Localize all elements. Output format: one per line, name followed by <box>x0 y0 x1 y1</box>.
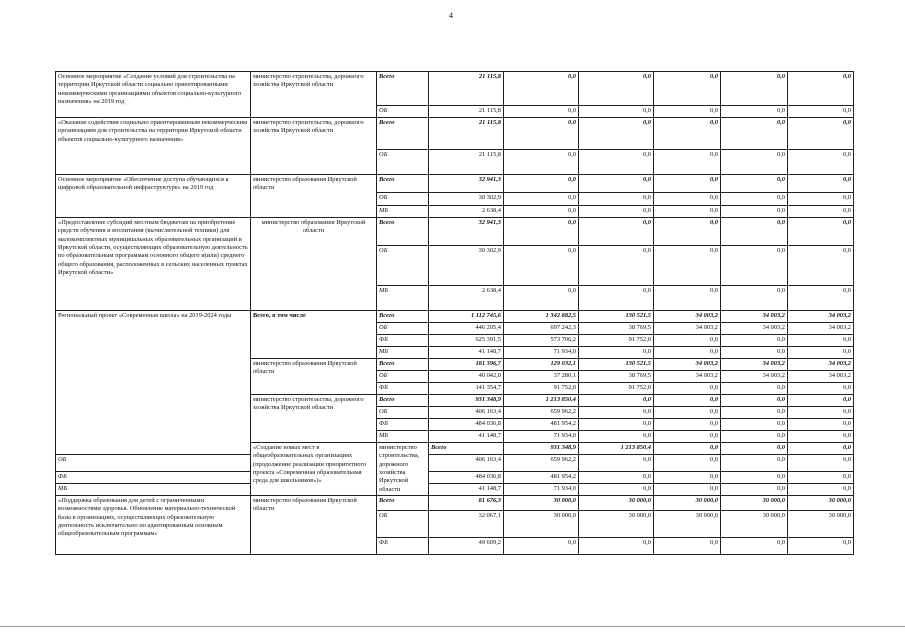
amount-cell: 0,0 <box>654 443 721 455</box>
amount-cell: 34 003,2 <box>654 311 721 323</box>
amount-cell: 34 003,2 <box>721 371 788 383</box>
amount-cell: 0,0 <box>721 483 788 495</box>
amount-cell: 49 609,2 <box>429 537 504 554</box>
amount-cell: 0,0 <box>788 246 854 286</box>
amount-cell: 0,0 <box>721 407 788 419</box>
funding-source-cell: МБ <box>377 286 429 311</box>
amount-cell: 0,0 <box>721 443 788 455</box>
amount-cell: 0,0 <box>788 395 854 407</box>
amount-cell: 0,0 <box>654 286 721 311</box>
amount-cell: 0,0 <box>504 150 579 175</box>
amount-cell: 30 000,0 <box>504 495 579 510</box>
amount-cell: 0,0 <box>721 175 788 193</box>
amount-cell: 2 638,4 <box>429 206 504 218</box>
funding-source-cell: ОБ <box>377 371 429 383</box>
amount-cell: 0,0 <box>579 431 654 443</box>
funding-source-cell: ФБ <box>377 419 429 431</box>
table-row <box>56 311 854 323</box>
amount-cell: 0,0 <box>721 72 788 106</box>
amount-cell: 0,0 <box>788 106 854 118</box>
budget-table <box>55 71 854 555</box>
amount-cell: 0,0 <box>579 206 654 218</box>
amount-cell: 0,0 <box>504 193 579 206</box>
amount-cell: 481 954,2 <box>504 471 579 483</box>
amount-cell: 0,0 <box>721 347 788 359</box>
amount-cell: 931 348,9 <box>504 443 579 455</box>
funding-source-cell: Всего <box>429 443 504 455</box>
amount-cell: 0,0 <box>504 72 579 106</box>
amount-cell: 0,0 <box>504 175 579 193</box>
table-row <box>56 175 854 193</box>
amount-cell: 0,0 <box>788 118 854 150</box>
amount-cell: 81 676,3 <box>429 495 504 510</box>
amount-cell: 0,0 <box>579 419 654 431</box>
amount-cell: 0,0 <box>579 347 654 359</box>
amount-cell: 0,0 <box>788 537 854 554</box>
amount-cell: 30 000,0 <box>788 495 854 510</box>
funding-source-cell: МБ <box>56 483 251 495</box>
amount-cell: 0,0 <box>654 347 721 359</box>
amount-cell: 32 067,1 <box>429 510 504 537</box>
amount-cell: 0,0 <box>788 431 854 443</box>
amount-cell: 0,0 <box>504 206 579 218</box>
amount-cell: 34 003,2 <box>788 311 854 323</box>
amount-cell: 71 934,0 <box>504 347 579 359</box>
funding-source-cell: ОБ <box>377 323 429 335</box>
amount-cell: 0,0 <box>721 206 788 218</box>
amount-cell: 2 638,4 <box>429 286 504 311</box>
amount-cell: 34 003,2 <box>721 311 788 323</box>
amount-cell: 91 752,0 <box>579 335 654 347</box>
amount-cell: 0,0 <box>721 383 788 395</box>
amount-cell: 0,0 <box>788 443 854 455</box>
executor-cell: министерство строительства, дорожного хозяйства Иркутской области <box>251 118 377 175</box>
amount-cell: 21 115,8 <box>429 72 504 106</box>
amount-cell: 0,0 <box>788 193 854 206</box>
amount-cell: 0,0 <box>579 483 654 495</box>
amount-cell: 0,0 <box>579 471 654 483</box>
amount-cell: 0,0 <box>788 206 854 218</box>
amount-cell: 30 000,0 <box>579 510 654 537</box>
amount-cell: 484 036,8 <box>429 471 504 483</box>
amount-cell: 0,0 <box>654 471 721 483</box>
amount-cell: 0,0 <box>788 483 854 495</box>
amount-cell: 0,0 <box>654 246 721 286</box>
funding-source-cell: ФБ <box>377 383 429 395</box>
amount-cell: 34 003,2 <box>721 323 788 335</box>
amount-cell: 0,0 <box>654 175 721 193</box>
amount-cell: 130 521,5 <box>579 359 654 371</box>
amount-cell: 0,0 <box>788 347 854 359</box>
funding-source-cell: Всего <box>377 218 429 246</box>
amount-cell: 21 115,8 <box>429 118 504 150</box>
executor-cell: министерство строительства, дорожного хозяйства Иркутской области <box>377 443 429 496</box>
amount-cell: 0,0 <box>721 106 788 118</box>
amount-cell: 0,0 <box>788 383 854 395</box>
activity-name-cell: «Оказание содействия социально ориентированным некоммерческим организациям для строительства на территории Иркутской области объектов социально-культурного назначения» <box>56 118 251 175</box>
amount-cell: 30 000,0 <box>721 510 788 537</box>
amount-cell: 0,0 <box>579 286 654 311</box>
amount-cell: 0,0 <box>654 206 721 218</box>
amount-cell: 41 148,7 <box>429 431 504 443</box>
table-row <box>56 483 854 495</box>
activity-name-cell: «Поддержка образования для детей с ограниченными возможностями здоровья. Обновление материально-технической базы в организациях, осуществляющих образовательную деятельность исключительно по адаптированным основным общеобразовательным программам» <box>56 495 251 554</box>
amount-cell: 0,0 <box>721 150 788 175</box>
amount-cell: 0,0 <box>654 106 721 118</box>
table-row <box>56 495 854 510</box>
amount-cell: 0,0 <box>579 193 654 206</box>
amount-cell: 0,0 <box>654 455 721 471</box>
amount-cell: 0,0 <box>721 193 788 206</box>
amount-cell: 40 042,0 <box>429 371 504 383</box>
amount-cell: 30 000,0 <box>721 495 788 510</box>
funding-source-cell: ФБ <box>377 335 429 347</box>
amount-cell: 181 396,7 <box>429 359 504 371</box>
amount-cell: 0,0 <box>504 537 579 554</box>
amount-cell: 0,0 <box>788 407 854 419</box>
amount-cell: 30 000,0 <box>788 510 854 537</box>
funding-source-cell: Всего <box>377 72 429 106</box>
funding-source-cell: МБ <box>377 206 429 218</box>
amount-cell: 34 003,2 <box>654 359 721 371</box>
table-row <box>56 455 854 471</box>
amount-cell: 41 148,7 <box>429 483 504 495</box>
amount-cell: 34 003,2 <box>721 359 788 371</box>
amount-cell: 484 036,8 <box>429 419 504 431</box>
funding-source-cell: ОБ <box>377 106 429 118</box>
funding-source-cell: Всего <box>377 311 429 323</box>
amount-cell: 21 115,8 <box>429 150 504 175</box>
amount-cell: 30 000,0 <box>654 510 721 537</box>
amount-cell: 0,0 <box>721 335 788 347</box>
amount-cell: 30 000,0 <box>579 495 654 510</box>
amount-cell: 34 003,2 <box>788 371 854 383</box>
amount-cell: 0,0 <box>721 286 788 311</box>
amount-cell: 0,0 <box>504 106 579 118</box>
amount-cell: 0,0 <box>654 407 721 419</box>
funding-source-cell: ФБ <box>377 537 429 554</box>
funding-source-cell: МБ <box>377 431 429 443</box>
amount-cell: 0,0 <box>654 537 721 554</box>
table-row <box>56 72 854 106</box>
executor-cell: министерство строительства, дорожного хозяйства Иркутской области <box>251 395 377 443</box>
amount-cell: 30 000,0 <box>504 510 579 537</box>
amount-cell: 38 769,5 <box>579 323 654 335</box>
amount-cell: 0,0 <box>579 150 654 175</box>
amount-cell: 30 000,0 <box>654 495 721 510</box>
amount-cell: 0,0 <box>788 286 854 311</box>
funding-source-cell: ОБ <box>377 246 429 286</box>
amount-cell: 0,0 <box>579 218 654 246</box>
amount-cell: 573 706,2 <box>504 335 579 347</box>
amount-cell: 0,0 <box>654 483 721 495</box>
amount-cell: 0,0 <box>788 72 854 106</box>
amount-cell: 0,0 <box>654 72 721 106</box>
table-row <box>56 471 854 483</box>
amount-cell: 34 003,2 <box>654 323 721 335</box>
amount-cell: 0,0 <box>721 471 788 483</box>
activity-name-cell: Региональный проект «Современная школа» на 2019-2024 годы <box>56 311 251 455</box>
funding-source-cell: ОБ <box>377 150 429 175</box>
amount-cell: 1 342 882,5 <box>504 311 579 323</box>
amount-cell: 659 962,2 <box>504 407 579 419</box>
amount-cell: 0,0 <box>654 383 721 395</box>
amount-cell: 37 280,1 <box>504 371 579 383</box>
amount-cell: 34 003,2 <box>788 359 854 371</box>
funding-source-cell: ОБ <box>377 193 429 206</box>
amount-cell: 91 752,0 <box>504 383 579 395</box>
amount-cell: 0,0 <box>579 246 654 286</box>
amount-cell: 0,0 <box>721 246 788 286</box>
funding-source-cell: Всего <box>377 359 429 371</box>
amount-cell: 0,0 <box>579 537 654 554</box>
funding-source-cell: Всего <box>377 395 429 407</box>
amount-cell: 0,0 <box>579 455 654 471</box>
amount-cell: 625 391,5 <box>429 335 504 347</box>
amount-cell: 0,0 <box>788 455 854 471</box>
amount-cell: 0,0 <box>504 286 579 311</box>
amount-cell: 32 941,3 <box>429 175 504 193</box>
amount-cell: 0,0 <box>721 431 788 443</box>
amount-cell: 38 769,5 <box>579 371 654 383</box>
page-bottom-edge <box>0 626 905 627</box>
amount-cell: 0,0 <box>654 395 721 407</box>
amount-cell: 0,0 <box>654 218 721 246</box>
activity-name-cell: Основное мероприятие «Обеспечение доступа обучающихся к цифровой образовательной инфраструктуре» на 2019 год <box>56 175 251 218</box>
amount-cell: 697 242,3 <box>504 323 579 335</box>
amount-cell: 1 213 850,4 <box>579 443 654 455</box>
executor-cell: министерство образования Иркутской области <box>251 359 377 395</box>
executor-cell: министерство строительства, дорожного хозяйства Иркутской области <box>251 72 377 118</box>
amount-cell: 0,0 <box>654 118 721 150</box>
amount-cell: 41 148,7 <box>429 347 504 359</box>
amount-cell: 30 302,9 <box>429 246 504 286</box>
amount-cell: 0,0 <box>654 150 721 175</box>
amount-cell: 34 003,2 <box>654 371 721 383</box>
amount-cell: 91 752,0 <box>579 383 654 395</box>
amount-cell: 0,0 <box>788 335 854 347</box>
amount-cell: 0,0 <box>721 118 788 150</box>
amount-cell: 129 032,1 <box>504 359 579 371</box>
executor-cell: министерство образования Иркутской области <box>251 175 377 218</box>
amount-cell: 0,0 <box>579 395 654 407</box>
funding-source-cell: Всего <box>377 118 429 150</box>
amount-cell: 34 003,2 <box>788 323 854 335</box>
executor-cell: Всего, в том числе <box>251 311 377 359</box>
amount-cell: 0,0 <box>579 106 654 118</box>
amount-cell: 0,0 <box>788 175 854 193</box>
amount-cell: 0,0 <box>788 419 854 431</box>
amount-cell: 0,0 <box>654 335 721 347</box>
executor-cell: министерство образования Иркутской области <box>251 218 377 311</box>
funding-source-cell: Всего <box>377 495 429 510</box>
amount-cell: 0,0 <box>579 407 654 419</box>
amount-cell: 21 115,8 <box>429 106 504 118</box>
amount-cell: 406 163,4 <box>429 455 504 471</box>
amount-cell: 71 934,0 <box>504 483 579 495</box>
amount-cell: 71 934,0 <box>504 431 579 443</box>
amount-cell: 0,0 <box>721 218 788 246</box>
amount-cell: 659 962,2 <box>504 455 579 471</box>
amount-cell: 0,0 <box>654 193 721 206</box>
executor-cell: министерство образования Иркутской области <box>251 495 377 554</box>
amount-cell: 130 521,5 <box>579 311 654 323</box>
activity-name-cell: «Предоставление субсидий местным бюджетам на приобретение средств обучения и воспитания (вычислительной техники) для малокомплектных муниципальных образовательных организаций в Иркутской области, осуществляющих образовательную деятельность по образовательным программам основного общего и(или) среднего общего образования, расположенных в сельских населенных пунктах Иркутской области» <box>56 218 251 311</box>
page-number: 4 <box>449 11 453 20</box>
amount-cell: 1 112 745,6 <box>429 311 504 323</box>
amount-cell: 0,0 <box>579 175 654 193</box>
amount-cell: 141 354,7 <box>429 383 504 395</box>
amount-cell: 0,0 <box>504 218 579 246</box>
funding-source-cell: ОБ <box>377 407 429 419</box>
table-row <box>56 118 854 150</box>
amount-cell: 481 954,2 <box>504 419 579 431</box>
funding-source-cell: МБ <box>377 347 429 359</box>
amount-cell: 0,0 <box>504 118 579 150</box>
amount-cell: 0,0 <box>721 395 788 407</box>
amount-cell: 32 941,3 <box>429 218 504 246</box>
amount-cell: 0,0 <box>788 471 854 483</box>
amount-cell: 0,0 <box>788 150 854 175</box>
amount-cell: 0,0 <box>654 419 721 431</box>
amount-cell: 0,0 <box>721 419 788 431</box>
amount-cell: 0,0 <box>504 246 579 286</box>
activity-name-cell: Основное мероприятие «Создание условий для строительства на территории Иркутской области социально ориентированными некоммерческими организациями объектов социально-культурного назначения» на 2019 год <box>56 72 251 118</box>
amount-cell: 0,0 <box>579 118 654 150</box>
amount-cell: 406 163,4 <box>429 407 504 419</box>
table-row <box>56 218 854 246</box>
amount-cell: 0,0 <box>788 218 854 246</box>
amount-cell: 931 348,9 <box>429 395 504 407</box>
amount-cell: 0,0 <box>654 431 721 443</box>
amount-cell: 30 302,9 <box>429 193 504 206</box>
amount-cell: 0,0 <box>579 72 654 106</box>
amount-cell: 1 213 850,4 <box>504 395 579 407</box>
funding-source-cell: ОБ <box>56 455 251 471</box>
funding-source-cell: ФБ <box>56 471 251 483</box>
activity-name-cell: «Создание новых мест в общеобразовательных организациях (продолжение реализации приоритетного проекта «Современная образовательная среда для школьников»)» <box>251 443 377 496</box>
funding-source-cell: ОБ <box>377 510 429 537</box>
amount-cell: 0,0 <box>721 537 788 554</box>
amount-cell: 0,0 <box>721 455 788 471</box>
funding-source-cell: Всего <box>377 175 429 193</box>
amount-cell: 446 205,4 <box>429 323 504 335</box>
